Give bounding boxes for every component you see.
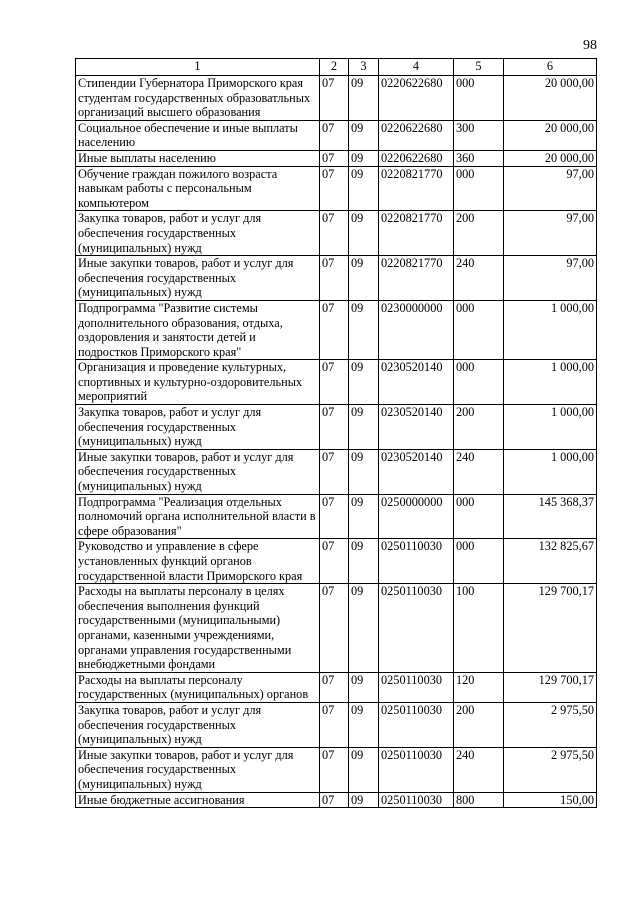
target-article-cell: 0250110030	[379, 792, 454, 808]
table-row	[76, 702, 597, 747]
section-cell: 07	[320, 405, 349, 450]
subsection-cell: 09	[349, 405, 379, 450]
subsection-cell: 09	[349, 256, 379, 301]
row-name-cell: Иные закупки товаров, работ и услуг для обеспечения государственных (муниципальных) нужд	[76, 747, 320, 792]
target-article-cell: 0230520140	[379, 449, 454, 494]
expense-type-cell: 800	[454, 792, 504, 808]
expense-type-cell: 000	[454, 300, 504, 359]
row-name-cell: Стипендии Губернатора Приморского края студентам государственных образоватльных организаций высшего образования	[76, 76, 320, 121]
table-row	[76, 449, 597, 494]
section-cell: 07	[320, 300, 349, 359]
row-name-cell: Иные бюджетные ассигнования	[76, 792, 320, 808]
table-row	[76, 584, 597, 673]
subsection-cell: 09	[349, 211, 379, 256]
target-article-cell: 0220821770	[379, 166, 454, 211]
page-number: 98	[583, 38, 597, 53]
table-row	[76, 405, 597, 450]
section-cell: 07	[320, 120, 349, 150]
target-article-cell: 0220622680	[379, 120, 454, 150]
subsection-cell: 09	[349, 120, 379, 150]
amount-cell: 1 000,00	[504, 405, 597, 450]
amount-cell: 150,00	[504, 792, 597, 808]
subsection-cell: 09	[349, 539, 379, 584]
table-row	[76, 672, 597, 702]
column-header: 6	[504, 59, 597, 76]
amount-cell: 1 000,00	[504, 449, 597, 494]
expense-type-cell: 240	[454, 747, 504, 792]
section-cell: 07	[320, 494, 349, 539]
amount-cell: 129 700,17	[504, 584, 597, 673]
row-name-cell: Социальное обеспечение и иные выплаты населению	[76, 120, 320, 150]
target-article-cell: 0250110030	[379, 539, 454, 584]
amount-cell: 20 000,00	[504, 120, 597, 150]
row-name-cell: Расходы на выплаты персоналу государственных (муниципальных) органов	[76, 672, 320, 702]
section-cell: 07	[320, 792, 349, 808]
row-name-cell: Иные закупки товаров, работ и услуг для обеспечения государственных (муниципальных) нужд	[76, 449, 320, 494]
row-name-cell: Иные закупки товаров, работ и услуг для обеспечения государственных (муниципальных) нужд	[76, 256, 320, 301]
section-cell: 07	[320, 166, 349, 211]
column-header: 2	[320, 59, 349, 76]
table-row	[76, 360, 597, 405]
row-name-cell: Подпрограмма "Развитие системы дополнительного образования, отдыха, оздоровления и занятости детей и подростков Приморского края"	[76, 300, 320, 359]
section-cell: 07	[320, 150, 349, 166]
target-article-cell: 0230520140	[379, 360, 454, 405]
section-cell: 07	[320, 76, 349, 121]
expense-type-cell: 100	[454, 584, 504, 673]
subsection-cell: 09	[349, 360, 379, 405]
amount-cell: 132 825,67	[504, 539, 597, 584]
target-article-cell: 0250110030	[379, 747, 454, 792]
table-row	[76, 792, 597, 808]
subsection-cell: 09	[349, 672, 379, 702]
expense-type-cell: 000	[454, 360, 504, 405]
subsection-cell: 09	[349, 449, 379, 494]
target-article-cell: 0250110030	[379, 584, 454, 673]
row-name-cell: Закупка товаров, работ и услуг для обеспечения государственных (муниципальных) нужд	[76, 702, 320, 747]
column-header: 3	[349, 59, 379, 76]
amount-cell: 2 975,50	[504, 702, 597, 747]
section-cell: 07	[320, 672, 349, 702]
amount-cell: 20 000,00	[504, 150, 597, 166]
target-article-cell: 0250000000	[379, 494, 454, 539]
expense-type-cell: 200	[454, 211, 504, 256]
expense-type-cell: 240	[454, 256, 504, 301]
expense-type-cell: 120	[454, 672, 504, 702]
amount-cell: 97,00	[504, 211, 597, 256]
subsection-cell: 09	[349, 494, 379, 539]
subsection-cell: 09	[349, 702, 379, 747]
subsection-cell: 09	[349, 166, 379, 211]
row-name-cell: Закупка товаров, работ и услуг для обеспечения государственных (муниципальных) нужд	[76, 405, 320, 450]
target-article-cell: 0220622680	[379, 150, 454, 166]
amount-cell: 1 000,00	[504, 360, 597, 405]
target-article-cell: 0230520140	[379, 405, 454, 450]
expense-type-cell: 000	[454, 539, 504, 584]
subsection-cell: 09	[349, 584, 379, 673]
amount-cell: 129 700,17	[504, 672, 597, 702]
section-cell: 07	[320, 211, 349, 256]
amount-cell: 20 000,00	[504, 76, 597, 121]
target-article-cell: 0250110030	[379, 672, 454, 702]
column-header: 4	[379, 59, 454, 76]
section-cell: 07	[320, 747, 349, 792]
row-name-cell: Иные выплаты населению	[76, 150, 320, 166]
target-article-cell: 0250110030	[379, 702, 454, 747]
table-row	[76, 166, 597, 211]
column-header: 1	[76, 59, 320, 76]
target-article-cell: 0220622680	[379, 76, 454, 121]
target-article-cell: 0220821770	[379, 256, 454, 301]
amount-cell: 97,00	[504, 166, 597, 211]
amount-cell: 145 368,37	[504, 494, 597, 539]
row-name-cell: Обучение граждан пожилого возраста навыкам работы с персональным компьютером	[76, 166, 320, 211]
row-name-cell: Подпрограмма "Реализация отдельных полномочий органа исполнительной власти в сфере образования"	[76, 494, 320, 539]
expense-type-cell: 200	[454, 405, 504, 450]
subsection-cell: 09	[349, 792, 379, 808]
target-article-cell: 0230000000	[379, 300, 454, 359]
table-row	[76, 256, 597, 301]
row-name-cell: Организация и проведение культурных, спортивных и культурно-оздоровительных мероприятий	[76, 360, 320, 405]
table-row	[76, 211, 597, 256]
table-row	[76, 300, 597, 359]
table-row	[76, 539, 597, 584]
expense-type-cell: 360	[454, 150, 504, 166]
table-row	[76, 76, 597, 121]
section-cell: 07	[320, 584, 349, 673]
table-row	[76, 747, 597, 792]
table-header-row	[76, 59, 597, 76]
table-row	[76, 494, 597, 539]
amount-cell: 2 975,50	[504, 747, 597, 792]
expense-type-cell: 000	[454, 76, 504, 121]
row-name-cell: Расходы на выплаты персоналу в целях обеспечения выполнения функций государственными (муниципальными) органами, казенными учреждениями, органами управления государственными внебюджетными фондами	[76, 584, 320, 673]
table-body	[76, 76, 597, 808]
target-article-cell: 0220821770	[379, 211, 454, 256]
amount-cell: 1 000,00	[504, 300, 597, 359]
section-cell: 07	[320, 539, 349, 584]
expense-type-cell: 000	[454, 166, 504, 211]
expense-type-cell: 200	[454, 702, 504, 747]
expense-type-cell: 240	[454, 449, 504, 494]
subsection-cell: 09	[349, 747, 379, 792]
table-row	[76, 150, 597, 166]
subsection-cell: 09	[349, 150, 379, 166]
row-name-cell: Закупка товаров, работ и услуг для обеспечения государственных (муниципальных) нужд	[76, 211, 320, 256]
expense-type-cell: 300	[454, 120, 504, 150]
budget-table	[75, 58, 597, 808]
subsection-cell: 09	[349, 300, 379, 359]
amount-cell: 97,00	[504, 256, 597, 301]
section-cell: 07	[320, 360, 349, 405]
expense-type-cell: 000	[454, 494, 504, 539]
table-row	[76, 120, 597, 150]
subsection-cell: 09	[349, 76, 379, 121]
column-header: 5	[454, 59, 504, 76]
section-cell: 07	[320, 256, 349, 301]
section-cell: 07	[320, 702, 349, 747]
row-name-cell: Руководство и управление в сфере установленных функций органов государственной власти Приморского края	[76, 539, 320, 584]
section-cell: 07	[320, 449, 349, 494]
